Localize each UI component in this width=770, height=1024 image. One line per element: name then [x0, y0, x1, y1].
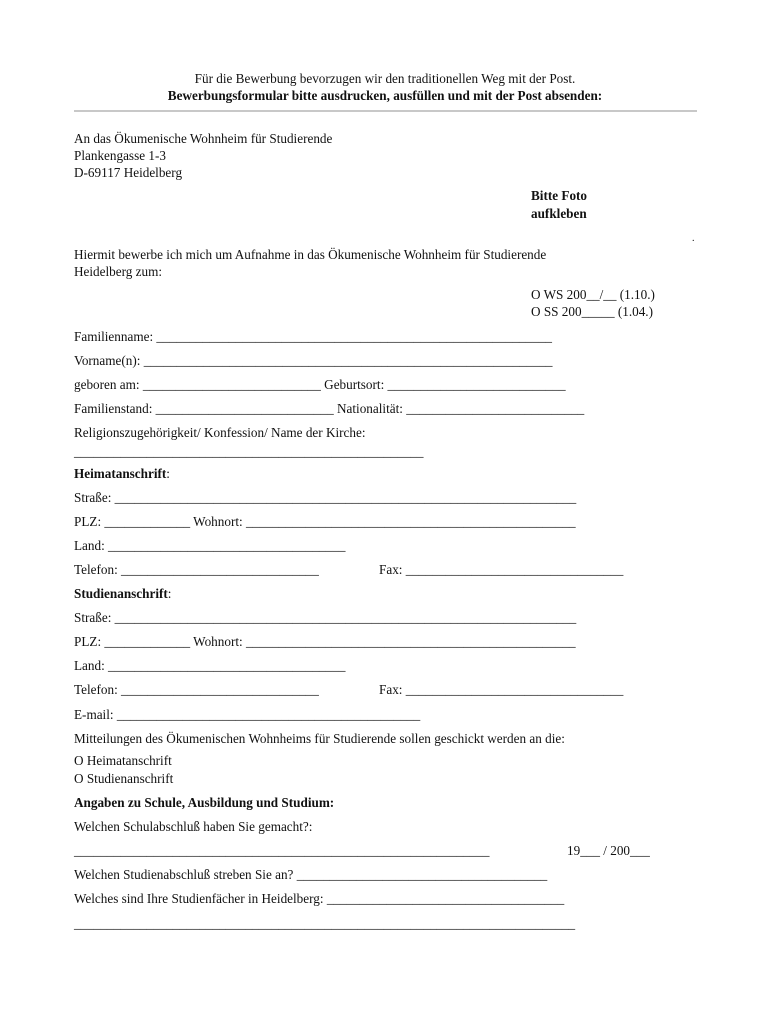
- header-note: Für die Bewerbung bevorzugen wir den traditionellen Weg mit der Post.: [194, 71, 576, 86]
- heimat-strasse-field: Straße: ______________________________________________________________________: [74, 490, 577, 505]
- heimatanschrift-title: Heimatanschrift: [74, 466, 167, 481]
- intro-line-1: Hiermit bewerbe ich mich um Aufnahme in das Ökumenische Wohnheim für Studierende: [74, 247, 547, 262]
- schulabschluss-year: 19___ / 200___: [567, 843, 650, 858]
- heimat-plz-wohnort-field: PLZ: _____________ Wohnort: __________________________________________________: [74, 514, 576, 529]
- familienname-field: Familienname: ____________________________________________________________: [74, 329, 553, 344]
- address-line-1: An das Ökumenische Wohnheim für Studierende: [74, 131, 333, 146]
- header-divider: [74, 110, 697, 112]
- heimatanschrift-colon: :: [166, 466, 170, 481]
- studien-fax-field: Fax: _________________________________: [379, 682, 624, 697]
- studien-email-field: E-mail: ______________________________________________: [74, 707, 421, 722]
- address-line-3: D-69117 Heidelberg: [74, 165, 183, 180]
- mitteilungen-option-heimat: O Heimatanschrift: [74, 753, 172, 768]
- studien-telefon-field: Telefon: ______________________________: [74, 682, 319, 697]
- studienanschrift-colon: :: [167, 586, 172, 601]
- semester-ss-option: O SS 200_____ (1.04.): [531, 304, 653, 319]
- heimat-fax-field: Fax: _________________________________: [379, 562, 624, 577]
- studien-strasse-field: Straße: ______________________________________________________________________: [74, 610, 577, 625]
- studien-plz-wohnort-field: PLZ: _____________ Wohnort: __________________________________________________: [74, 634, 576, 649]
- mitteilungen-option-studien: O Studienanschrift: [74, 771, 174, 786]
- header-instruction: Bewerbungsformular bitte ausdrucken, ausfüllen und mit der Post absenden:: [167, 88, 603, 103]
- schulabschluss-line: _______________________________________________________________: [74, 843, 490, 858]
- heimat-land-field: Land: ____________________________________: [74, 538, 346, 553]
- stray-dot: .: [692, 233, 695, 244]
- studienanschrift-heading: [74, 585, 171, 602]
- familienstand-nationalitaet-field: Familienstand: ___________________________ Nationalität: ___________________________: [74, 401, 585, 416]
- heimatanschrift-heading: [74, 465, 170, 482]
- mitteilungen-text: Mitteilungen des Ökumenischen Wohnheims für Studierende sollen geschickt werden an die:: [74, 731, 565, 746]
- studien-land-field: Land: ____________________________________: [74, 658, 346, 673]
- schulabschluss-label: Welchen Schulabschluß haben Sie gemacht?:: [74, 819, 313, 834]
- address-line-2: Plankengasse 1-3: [74, 148, 166, 163]
- religion-line: _____________________________________________________: [74, 444, 424, 459]
- schule-section-title: Angaben zu Schule, Ausbildung und Studium:: [74, 795, 335, 810]
- semester-ws-option: O WS 200__/__ (1.10.): [531, 287, 655, 302]
- studienfaecher-extra-line: ____________________________________________________________________________: [74, 916, 576, 931]
- vorname-field: Vorname(n): ______________________________________________________________: [74, 353, 553, 368]
- intro-line-2: Heidelberg zum:: [74, 264, 163, 279]
- photo-label-line-2: aufkleben: [531, 206, 587, 221]
- religion-label: Religionszugehörigkeit/ Konfession/ Name der Kirche:: [74, 425, 366, 440]
- studienanschrift-title: Studienanschrift: [74, 586, 168, 601]
- heimat-telefon-field: Telefon: ______________________________: [74, 562, 319, 577]
- geboren-geburtsort-field: geboren am: ___________________________ Geburtsort: ___________________________: [74, 377, 566, 392]
- studienabschluss-field: Welchen Studienabschluß streben Sie an? ______________________________________: [74, 867, 548, 882]
- photo-label-line-1: Bitte Foto: [531, 188, 588, 203]
- studienfaecher-field: Welches sind Ihre Studienfächer in Heidelberg: ____________________________________: [74, 891, 565, 906]
